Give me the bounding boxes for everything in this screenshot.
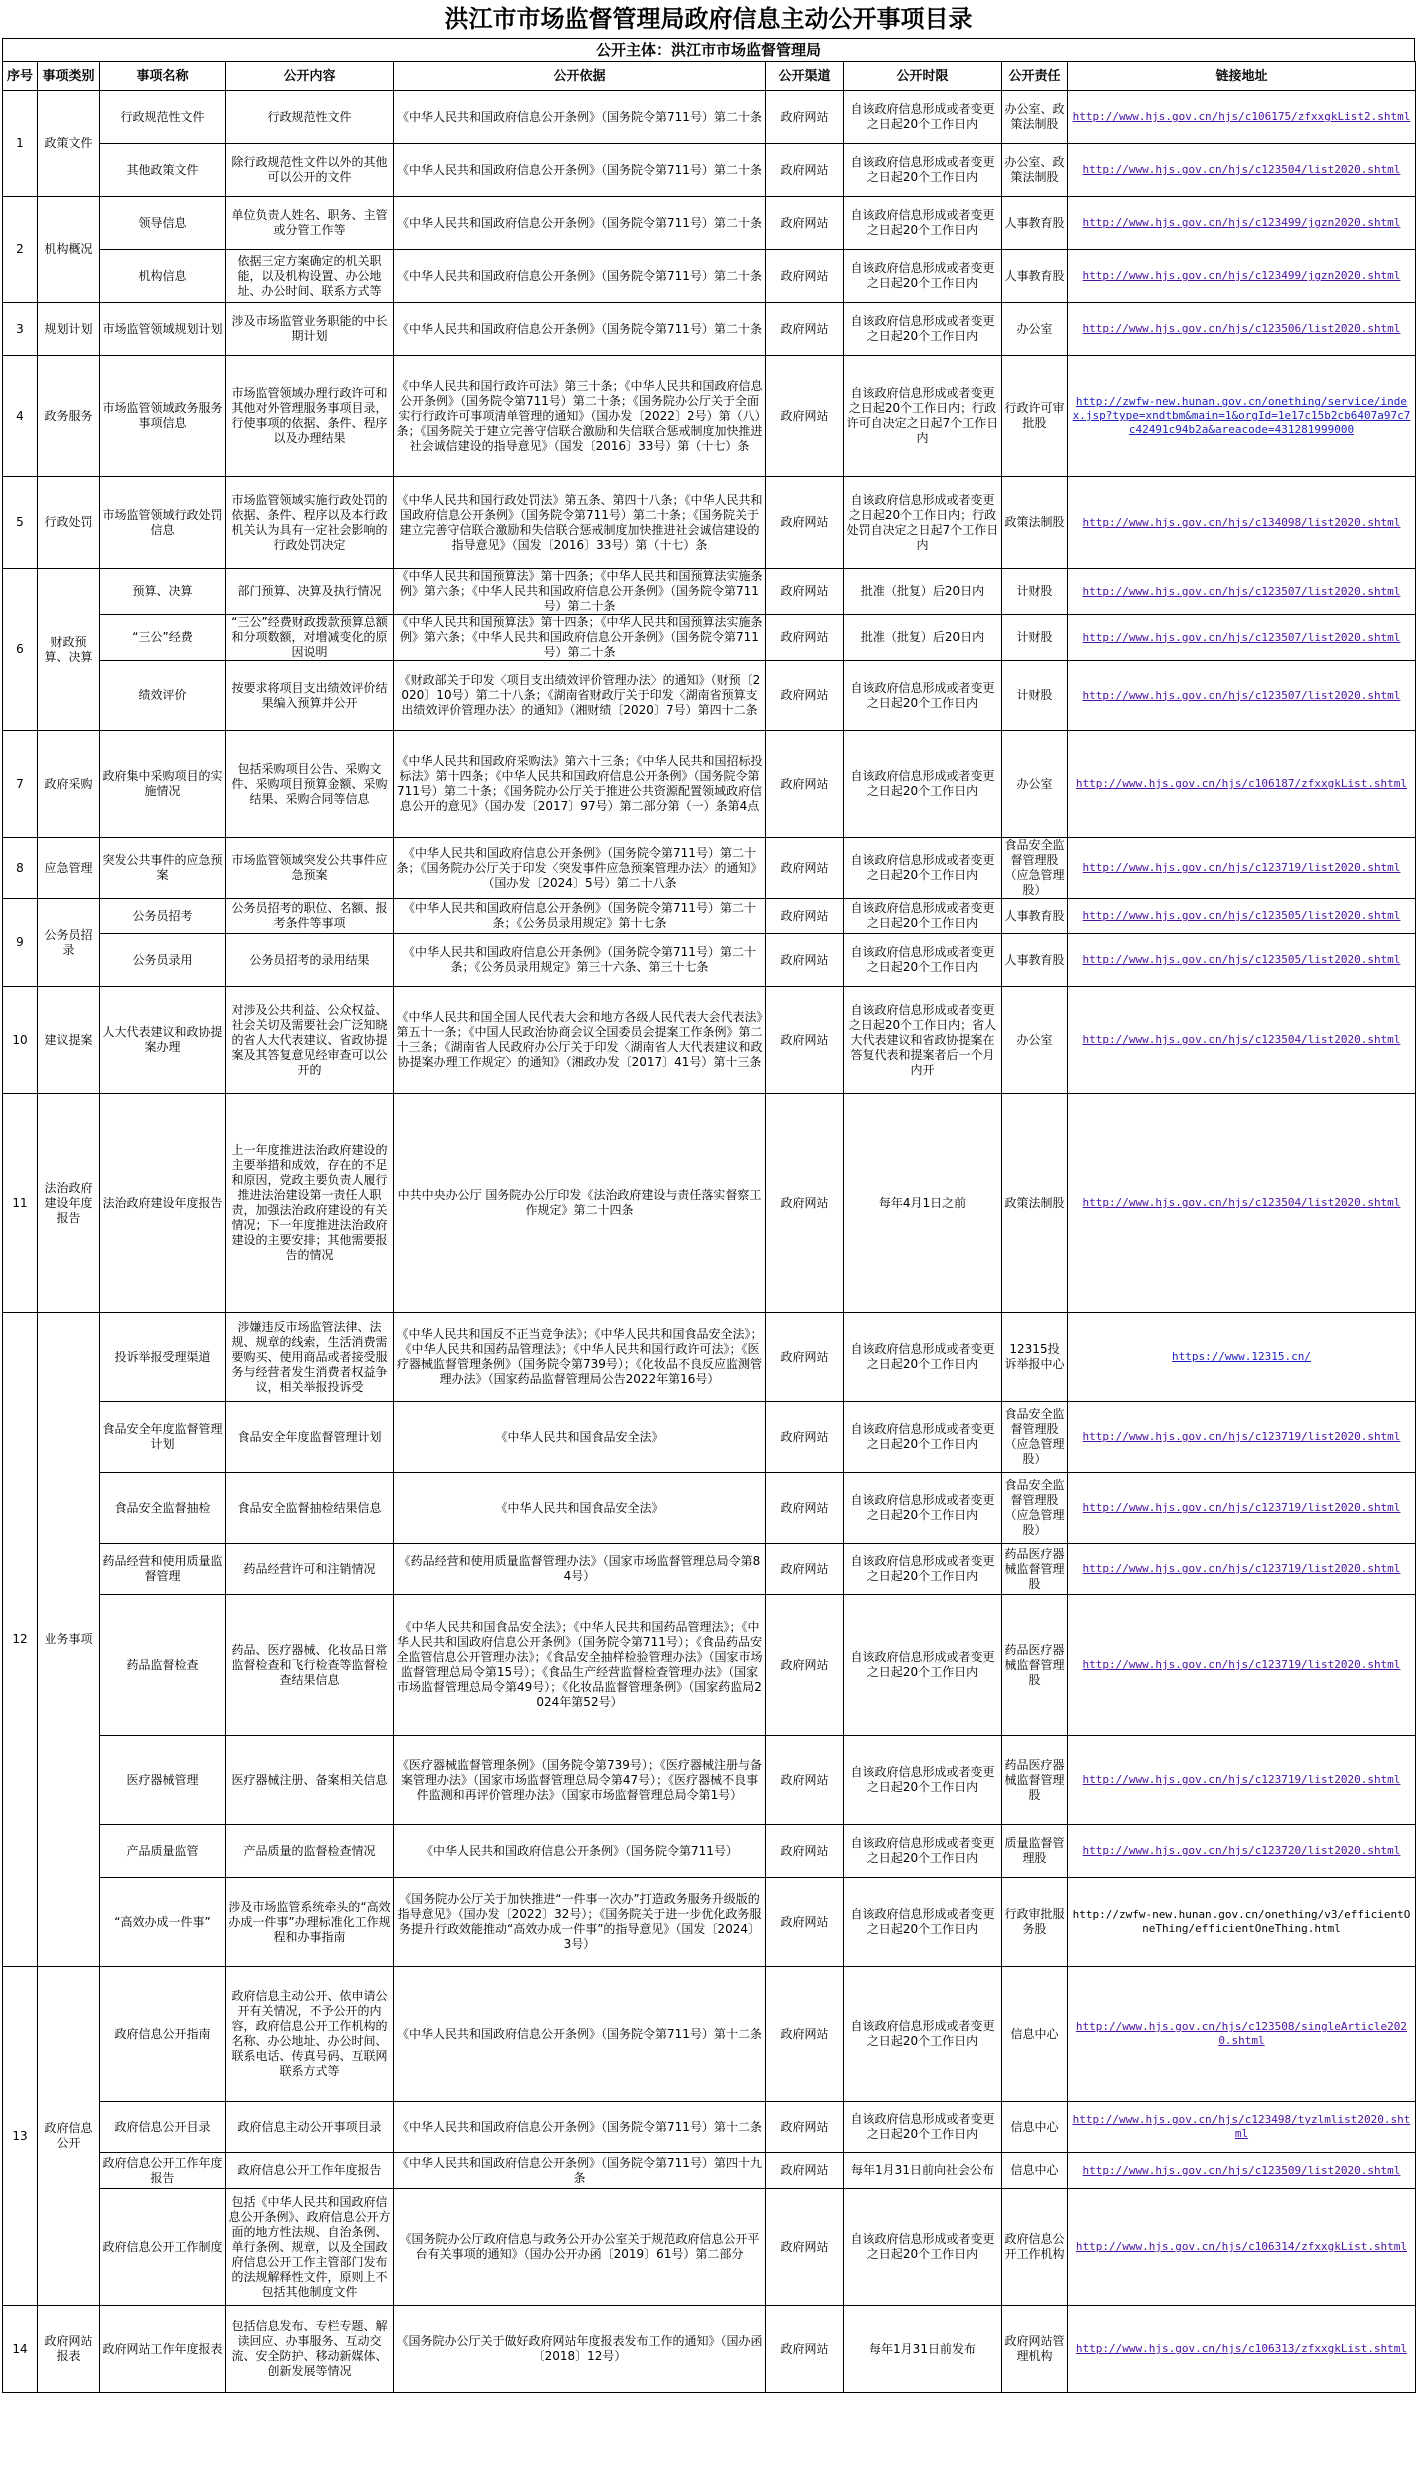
table-row xyxy=(3,1094,1416,1313)
item-name-cell: 其他政策文件 xyxy=(100,144,226,197)
table-row xyxy=(3,615,1416,661)
content-cell: 涉及市场监管系统牵头的“高效办成一件事”办理标准化工作规程和办事指南 xyxy=(226,1878,394,1967)
item-name-cell: 市场监管领域政务服务事项信息 xyxy=(100,356,226,477)
channel-cell: 政府网站 xyxy=(766,1473,844,1544)
table-row xyxy=(3,91,1416,144)
responsibility-cell: 人事教育股 xyxy=(1002,250,1068,303)
table-row xyxy=(3,197,1416,250)
time-limit-cell: 自该政府信息形成或者变更之日起20个工作日内 xyxy=(844,197,1002,250)
time-limit-cell: 自该政府信息形成或者变更之日起20个工作日内 xyxy=(844,1544,1002,1595)
item-name-cell: 药品经营和使用质量监督管理 xyxy=(100,1544,226,1595)
category-cell: 政策文件 xyxy=(38,91,100,197)
time-limit-cell: 自该政府信息形成或者变更之日起20个工作日内 xyxy=(844,731,1002,838)
content-cell: 医疗器械注册、备案相关信息 xyxy=(226,1736,394,1825)
content-cell: 上一年度推进法治政府建设的主要举措和成效，存在的不足和原因，党政主要负责人履行推进法治建设第一责任人职责，加强法治政府建设的有关情况；下一年度推进法治政府建设的主要安排；其他需要报告的情况 xyxy=(226,1094,394,1313)
link-address[interactable]: http://www.hjs.gov.cn/hjs/c123719/list2020.shtml xyxy=(1068,1402,1416,1473)
responsibility-cell: 药品医疗器械监督管理股 xyxy=(1002,1595,1068,1736)
table-row xyxy=(3,987,1416,1094)
item-name-cell: 公务员招考 xyxy=(100,899,226,934)
basis-cell: 《中华人民共和国政府信息公开条例》（国务院令第711号）第二十条 xyxy=(394,197,766,250)
time-limit-cell: 自该政府信息形成或者变更之日起20个工作日内 xyxy=(844,2189,1002,2306)
time-limit-cell: 自该政府信息形成或者变更之日起20个工作日内 xyxy=(844,1967,1002,2102)
responsibility-cell: 12315投诉举报中心 xyxy=(1002,1313,1068,1402)
link-address[interactable]: http://www.hjs.gov.cn/hjs/c123508/singleArticle2020.shtml xyxy=(1068,1967,1416,2102)
row-number: 14 xyxy=(3,2306,38,2393)
basis-cell: 《中华人民共和国行政处罚法》第五条、第四十八条；《中华人民共和国政府信息公开条例》（国务院令第711号）第二十条；《国务院关于建立完善守信联合激励和失信联合惩戒制度加快推进社会诚信建设的指导意见》（国发〔2016〕33号）第（十七）条 xyxy=(394,477,766,569)
table-row xyxy=(3,1595,1416,1736)
item-name-cell: 法治政府建设年度报告 xyxy=(100,1094,226,1313)
channel-cell: 政府网站 xyxy=(766,2189,844,2306)
item-name-cell: 药品监督检查 xyxy=(100,1595,226,1736)
basis-cell: 《中华人民共和国全国人民代表大会和地方各级人民代表大会代表法》第五十一条；《中国人民政治协商会议全国委员会提案工作条例》第二十三条；《湖南省人民政府办公厅关于印发〈湖南省人大代表建议和政协提案办理工作规定〉的通知》（湘政办发〔2017〕41号）第十三条 xyxy=(394,987,766,1094)
item-name-cell: 绩效评价 xyxy=(100,661,226,731)
content-cell: 公务员招考的职位、名额、报考条件等事项 xyxy=(226,899,394,934)
directory-table xyxy=(2,61,1416,2393)
content-cell: 除行政规范性文件以外的其他可以公开的文件 xyxy=(226,144,394,197)
link-address[interactable]: http://www.hjs.gov.cn/hjs/c106313/zfxxgkList.shtml xyxy=(1068,2306,1416,2393)
category-cell: 应急管理 xyxy=(38,838,100,899)
link-address[interactable]: http://www.hjs.gov.cn/hjs/c123509/list2020.shtml xyxy=(1068,2153,1416,2189)
time-limit-cell: 批准（批复）后20日内 xyxy=(844,615,1002,661)
responsibility-cell: 政府网站管理机构 xyxy=(1002,2306,1068,2393)
channel-cell: 政府网站 xyxy=(766,356,844,477)
link-address[interactable]: https://www.12315.cn/ xyxy=(1068,1313,1416,1402)
page-title: 洪江市市场监督管理局政府信息主动公开事项目录 xyxy=(444,4,973,33)
channel-cell: 政府网站 xyxy=(766,1967,844,2102)
responsibility-cell: 政策法制股 xyxy=(1002,477,1068,569)
table-row xyxy=(3,250,1416,303)
link-address[interactable]: http://www.hjs.gov.cn/hjs/c123505/list2020.shtml xyxy=(1068,934,1416,987)
link-address[interactable]: http://www.hjs.gov.cn/hjs/c123507/list2020.shtml xyxy=(1068,569,1416,615)
content-cell: 涉及市场监管业务职能的中长期计划 xyxy=(226,303,394,356)
table-row xyxy=(3,1402,1416,1473)
basis-cell: 中共中央办公厅 国务院办公厅印发《法治政府建设与责任落实督察工作规定》第二十四条 xyxy=(394,1094,766,1313)
responsibility-cell: 政策法制股 xyxy=(1002,1094,1068,1313)
channel-cell: 政府网站 xyxy=(766,197,844,250)
time-limit-cell: 自该政府信息形成或者变更之日起20个工作日内 xyxy=(844,1878,1002,1967)
link-address[interactable]: http://www.hjs.gov.cn/hjs/c123504/list2020.shtml xyxy=(1068,987,1416,1094)
table-row xyxy=(3,838,1416,899)
link-address[interactable]: http://www.hjs.gov.cn/hjs/c123504/list2020.shtml xyxy=(1068,144,1416,197)
time-limit-cell: 每年1月31日前向社会公布 xyxy=(844,2153,1002,2189)
category-cell: 法治政府建设年度报告 xyxy=(38,1094,100,1313)
link-address[interactable]: http://www.hjs.gov.cn/hjs/c123507/list2020.shtml xyxy=(1068,615,1416,661)
responsibility-cell: 信息中心 xyxy=(1002,1967,1068,2102)
responsibility-cell: 办公室 xyxy=(1002,303,1068,356)
responsibility-cell: 政府信息公开工作机构 xyxy=(1002,2189,1068,2306)
time-limit-cell: 自该政府信息形成或者变更之日起20个工作日内；行政处罚自决定之日起7个工作日内 xyxy=(844,477,1002,569)
channel-cell: 政府网站 xyxy=(766,934,844,987)
row-number: 13 xyxy=(3,1967,38,2306)
basis-cell: 《中华人民共和国食品安全法》；《中华人民共和国药品管理法》；《中华人民共和国政府信息公开条例》（国务院令第711号）；《食品药品安全监管信息公开管理办法》；《食品安全抽样检验管理办法》（国家市场监督管理总局令第15号）；《食品生产经营监督检查管理办法》（国家市场监督管理总局令第49号）；《化妆品监督管理条例》（国家药监局2024年第52号） xyxy=(394,1595,766,1736)
category-cell: 政府信息公开 xyxy=(38,1967,100,2306)
table-row xyxy=(3,1967,1416,2102)
responsibility-cell: 食品安全监督管理股（应急管理股） xyxy=(1002,838,1068,899)
responsibility-cell: 信息中心 xyxy=(1002,2102,1068,2153)
time-limit-cell: 每年1月31日前发布 xyxy=(844,2306,1002,2393)
content-cell: 市场监管领域办理行政许可和其他对外管理服务事项目录，行使事项的依据、条件、程序以及办理结果 xyxy=(226,356,394,477)
basis-cell: 《中华人民共和国食品安全法》 xyxy=(394,1473,766,1544)
table-row xyxy=(3,356,1416,477)
basis-cell: 《中华人民共和国政府信息公开条例》（国务院令第711号）第二十条 xyxy=(394,303,766,356)
content-cell: 对涉及公共利益、公众权益、社会关切及需要社会广泛知晓的省人大代表建议、省政协提案及其答复意见经审查可以公开的 xyxy=(226,987,394,1094)
responsibility-cell: 计财股 xyxy=(1002,615,1068,661)
content-cell: 政府信息主动公开事项目录 xyxy=(226,2102,394,2153)
link-address[interactable]: http://zwfw-new.hunan.gov.cn/onething/v3/efficientOneThing/efficientOneThing.html xyxy=(1068,1878,1416,1967)
table-row xyxy=(3,731,1416,838)
header-responsibility: 公开责任 xyxy=(1002,62,1068,91)
table-row xyxy=(3,569,1416,615)
time-limit-cell: 自该政府信息形成或者变更之日起20个工作日内 xyxy=(844,1595,1002,1736)
time-limit-cell: 自该政府信息形成或者变更之日起20个工作日内 xyxy=(844,934,1002,987)
table-body xyxy=(3,91,1416,2393)
time-limit-cell: 自该政府信息形成或者变更之日起20个工作日内 xyxy=(844,1402,1002,1473)
link-address[interactable]: http://www.hjs.gov.cn/hjs/c106314/zfxxgkList.shtml xyxy=(1068,2189,1416,2306)
basis-cell: 《国务院办公厅关于加快推进“一件事一次办”打造政务服务升级版的指导意见》（国办发〔2022〕32号）；《国务院关于进一步优化政务服务提升行政效能推动“高效办成一件事”的指导意见》（国发〔2024〕3号） xyxy=(394,1878,766,1967)
category-cell: 政府采购 xyxy=(38,731,100,838)
responsibility-cell: 食品安全监督管理股（应急管理股） xyxy=(1002,1473,1068,1544)
table-row xyxy=(3,899,1416,934)
responsibility-cell: 计财股 xyxy=(1002,569,1068,615)
category-cell: 财政预算、决算 xyxy=(38,569,100,731)
content-cell: 药品经营许可和注销情况 xyxy=(226,1544,394,1595)
table-row xyxy=(3,1878,1416,1967)
basis-cell: 《中华人民共和国预算法》第十四条；《中华人民共和国预算法实施条例》第六条；《中华人民共和国政府信息公开条例》（国务院令第711号）第二十条 xyxy=(394,569,766,615)
basis-cell: 《中华人民共和国政府采购法》第六十三条；《中华人民共和国招标投标法》第十四条；《中华人民共和国政府信息公开条例》（国务院令第711号）第二十条；《国务院办公厅关于推进公共资源配置领域政府信息公开的意见》（国办发〔2017〕97号）第二部分第（一）条第4点 xyxy=(394,731,766,838)
basis-cell: 《医疗器械监督管理条例》（国务院令第739号）；《医疗器械注册与备案管理办法》（国家市场监督管理总局令第47号）；《医疗器械不良事件监测和再评价管理办法》（国家市场监督管理总局令第1号） xyxy=(394,1736,766,1825)
basis-cell: 《中华人民共和国政府信息公开条例》（国务院令第711号） xyxy=(394,1825,766,1878)
time-limit-cell: 自该政府信息形成或者变更之日起20个工作日内 xyxy=(844,899,1002,934)
row-number: 2 xyxy=(3,197,38,303)
channel-cell: 政府网站 xyxy=(766,899,844,934)
category-cell: 机构概况 xyxy=(38,197,100,303)
link-address[interactable]: http://www.hjs.gov.cn/hjs/c123499/jgzn2020.shtml xyxy=(1068,250,1416,303)
time-limit-cell: 自该政府信息形成或者变更之日起20个工作日内 xyxy=(844,1313,1002,1402)
link-address[interactable]: http://www.hjs.gov.cn/hjs/c123506/list2020.shtml xyxy=(1068,303,1416,356)
responsibility-cell: 计财股 xyxy=(1002,661,1068,731)
table-row xyxy=(3,934,1416,987)
basis-cell: 《中华人民共和国政府信息公开条例》（国务院令第711号）第二十条；《公务员录用规定》第十七条 xyxy=(394,899,766,934)
time-limit-cell: 自该政府信息形成或者变更之日起20个工作日内 xyxy=(844,303,1002,356)
time-limit-cell: 自该政府信息形成或者变更之日起20个工作日内 xyxy=(844,91,1002,144)
responsibility-cell: 办公室 xyxy=(1002,731,1068,838)
row-number: 3 xyxy=(3,303,38,356)
link-address[interactable]: http://www.hjs.gov.cn/hjs/c123507/list2020.shtml xyxy=(1068,661,1416,731)
time-limit-cell: 自该政府信息形成或者变更之日起20个工作日内 xyxy=(844,1736,1002,1825)
item-name-cell: 市场监管领域行政处罚信息 xyxy=(100,477,226,569)
item-name-cell: 政府集中采购项目的实施情况 xyxy=(100,731,226,838)
table-row xyxy=(3,1313,1416,1402)
header-limit: 公开时限 xyxy=(844,62,1002,91)
table-row xyxy=(3,2189,1416,2306)
content-cell: 市场监管领域实施行政处罚的依据、条件、程序以及本行政机关认为具有一定社会影响的行政处罚决定 xyxy=(226,477,394,569)
category-cell: 公务员招录 xyxy=(38,899,100,987)
content-cell: 政府信息主动公开、依申请公开有关情况，不予公开的内容，政府信息公开工作机构的名称、办公地址、办公时间、联系电话、传真号码、互联网联系方式等 xyxy=(226,1967,394,2102)
item-name-cell: 预算、决算 xyxy=(100,569,226,615)
channel-cell: 政府网站 xyxy=(766,1313,844,1402)
channel-cell: 政府网站 xyxy=(766,1878,844,1967)
item-name-cell: 食品安全监督抽检 xyxy=(100,1473,226,1544)
channel-cell: 政府网站 xyxy=(766,477,844,569)
responsibility-cell: 食品安全监督管理股（应急管理股） xyxy=(1002,1402,1068,1473)
responsibility-cell: 药品医疗器械监督管理股 xyxy=(1002,1544,1068,1595)
item-name-cell: 政府信息公开工作年度报告 xyxy=(100,2153,226,2189)
channel-cell: 政府网站 xyxy=(766,987,844,1094)
link-address[interactable]: http://www.hjs.gov.cn/hjs/c106175/zfxxgkList2.shtml xyxy=(1068,91,1416,144)
category-cell: 行政处罚 xyxy=(38,477,100,569)
table-row xyxy=(3,303,1416,356)
link-address[interactable]: http://zwfw-new.hunan.gov.cn/onething/service/index.jsp?type=xndtbm&main=1&orgId=1e17c15b2cb6407a97c7c42491c94b2a&areacode=431281999000 xyxy=(1068,356,1416,477)
item-name-cell: “三公”经费 xyxy=(100,615,226,661)
channel-cell: 政府网站 xyxy=(766,569,844,615)
row-number: 9 xyxy=(3,899,38,987)
responsibility-cell: 信息中心 xyxy=(1002,2153,1068,2189)
channel-cell: 政府网站 xyxy=(766,838,844,899)
content-cell: 依据三定方案确定的机关职能，以及机构设置、办公地址、办公时间、联系方式等 xyxy=(226,250,394,303)
row-number: 10 xyxy=(3,987,38,1094)
channel-cell: 政府网站 xyxy=(766,144,844,197)
responsibility-cell: 质量监督管理股 xyxy=(1002,1825,1068,1878)
channel-cell: 政府网站 xyxy=(766,1595,844,1736)
time-limit-cell: 每年4月1日之前 xyxy=(844,1094,1002,1313)
channel-cell: 政府网站 xyxy=(766,2102,844,2153)
basis-cell: 《国务院办公厅政府信息与政务公开办公室关于规范政府信息公开平台有关事项的通知》（国办公开办函〔2019〕61号）第二部分 xyxy=(394,2189,766,2306)
link-address[interactable]: http://www.hjs.gov.cn/hjs/c123498/tyzlmlist2020.shtml xyxy=(1068,2102,1416,2153)
content-cell: 涉嫌违反市场监管法律、法规、规章的线索，生活消费需要购买、使用商品或者接受服务与经营者发生消费者权益争议，相关举报投诉受 xyxy=(226,1313,394,1402)
item-name-cell: 机构信息 xyxy=(100,250,226,303)
table-row xyxy=(3,1544,1416,1595)
channel-cell: 政府网站 xyxy=(766,1825,844,1878)
item-name-cell: 市场监管领域规划计划 xyxy=(100,303,226,356)
time-limit-cell: 自该政府信息形成或者变更之日起20个工作日内 xyxy=(844,1473,1002,1544)
basis-cell: 《中华人民共和国食品安全法》 xyxy=(394,1402,766,1473)
table-row xyxy=(3,1825,1416,1878)
time-limit-cell: 自该政府信息形成或者变更之日起20个工作日内 xyxy=(844,661,1002,731)
row-number: 1 xyxy=(3,91,38,197)
row-number: 12 xyxy=(3,1313,38,1967)
table-row xyxy=(3,477,1416,569)
time-limit-cell: 自该政府信息形成或者变更之日起20个工作日内 xyxy=(844,838,1002,899)
category-cell: 业务事项 xyxy=(38,1313,100,1967)
basis-cell: 《中华人民共和国政府信息公开条例》（国务院令第711号）第二十条 xyxy=(394,91,766,144)
item-name-cell: 人大代表建议和政协提案办理 xyxy=(100,987,226,1094)
link-address[interactable]: http://www.hjs.gov.cn/hjs/c123720/list2020.shtml xyxy=(1068,1825,1416,1878)
channel-cell: 政府网站 xyxy=(766,1402,844,1473)
category-cell: 政府网站报表 xyxy=(38,2306,100,2393)
table-row xyxy=(3,661,1416,731)
item-name-cell: 食品安全年度监督管理计划 xyxy=(100,1402,226,1473)
header-category: 事项类别 xyxy=(38,62,100,91)
row-number: 11 xyxy=(3,1094,38,1313)
channel-cell: 政府网站 xyxy=(766,303,844,356)
table-row xyxy=(3,2102,1416,2153)
channel-cell: 政府网站 xyxy=(766,91,844,144)
content-cell: “三公”经费财政拨款预算总额和分项数额，对增减变化的原因说明 xyxy=(226,615,394,661)
publisher-subject: 公开主体：洪江市市场监督管理局 xyxy=(2,38,1415,61)
link-address[interactable]: http://www.hjs.gov.cn/hjs/c134098/list2020.shtml xyxy=(1068,477,1416,569)
category-cell: 政务服务 xyxy=(38,356,100,477)
link-address[interactable]: http://www.hjs.gov.cn/hjs/c123719/list2020.shtml xyxy=(1068,1473,1416,1544)
content-cell: 包括《中华人民共和国政府信息公开条例》、政府信息公开方面的地方性法规、自治条例、单行条例、规章，以及全国政府信息公开工作主管部门发布的法规解释性文件，原则上不包括其他制度文件 xyxy=(226,2189,394,2306)
item-name-cell: 公务员录用 xyxy=(100,934,226,987)
content-cell: 公务员招考的录用结果 xyxy=(226,934,394,987)
item-name-cell: 政府网站工作年度报表 xyxy=(100,2306,226,2393)
channel-cell: 政府网站 xyxy=(766,250,844,303)
link-address[interactable]: http://www.hjs.gov.cn/hjs/c123499/jgzn2020.shtml xyxy=(1068,197,1416,250)
content-cell: 单位负责人姓名、职务、主管或分管工作等 xyxy=(226,197,394,250)
link-address[interactable]: http://www.hjs.gov.cn/hjs/c123505/list2020.shtml xyxy=(1068,899,1416,934)
content-cell: 按要求将项目支出绩效评价结果编入预算并公开 xyxy=(226,661,394,731)
content-cell: 产品质量的监督检查情况 xyxy=(226,1825,394,1878)
link-address[interactable]: http://www.hjs.gov.cn/hjs/c123719/list2020.shtml xyxy=(1068,838,1416,899)
item-name-cell: 领导信息 xyxy=(100,197,226,250)
table-row xyxy=(3,1473,1416,1544)
content-cell: 市场监管领域突发公共事件应急预案 xyxy=(226,838,394,899)
item-name-cell: 投诉举报受理渠道 xyxy=(100,1313,226,1402)
content-cell: 政府信息公开工作年度报告 xyxy=(226,2153,394,2189)
content-cell: 行政规范性文件 xyxy=(226,91,394,144)
time-limit-cell: 自该政府信息形成或者变更之日起20个工作日内 xyxy=(844,144,1002,197)
basis-cell: 《中华人民共和国政府信息公开条例》（国务院令第711号）第二十条 xyxy=(394,250,766,303)
item-name-cell: 产品质量监管 xyxy=(100,1825,226,1878)
basis-cell: 《中华人民共和国政府信息公开条例》（国务院令第711号）第二十条 xyxy=(394,144,766,197)
responsibility-cell: 人事教育股 xyxy=(1002,934,1068,987)
responsibility-cell: 办公室、政策法制股 xyxy=(1002,144,1068,197)
link-address[interactable]: http://www.hjs.gov.cn/hjs/c123719/list2020.shtml xyxy=(1068,1595,1416,1736)
content-cell: 包括信息发布、专栏专题、解读回应、办事服务、互动交流、安全防护、移动新媒体、创新发展等情况 xyxy=(226,2306,394,2393)
channel-cell: 政府网站 xyxy=(766,1544,844,1595)
item-name-cell: 医疗器械管理 xyxy=(100,1736,226,1825)
basis-cell: 《财政部关于印发〈项目支出绩效评价管理办法〉的通知》（财预〔2020〕10号）第二十八条；《湖南省财政厅关于印发〈湖南省预算支出绩效评价管理办法〉的通知》（湘财绩〔2020〕7号）第四十二条 xyxy=(394,661,766,731)
basis-cell: 《中华人民共和国反不正当竞争法》；《中华人民共和国食品安全法》；《中华人民共和国药品管理法》；《中华人民共和国行政许可法》；《医疗器械监督管理条例》（国务院令第739号）；《化妆品不良反应监测管理办法》（国家药品监督管理局公告2022年第16号） xyxy=(394,1313,766,1402)
channel-cell: 政府网站 xyxy=(766,731,844,838)
channel-cell: 政府网站 xyxy=(766,2306,844,2393)
responsibility-cell: 人事教育股 xyxy=(1002,197,1068,250)
table-row xyxy=(3,1736,1416,1825)
row-number: 5 xyxy=(3,477,38,569)
basis-cell: 《中华人民共和国政府信息公开条例》（国务院令第711号）第四十九条 xyxy=(394,2153,766,2189)
content-cell: 食品安全监督抽检结果信息 xyxy=(226,1473,394,1544)
channel-cell: 政府网站 xyxy=(766,661,844,731)
time-limit-cell: 自该政府信息形成或者变更之日起20个工作日内 xyxy=(844,250,1002,303)
item-name-cell: 政府信息公开目录 xyxy=(100,2102,226,2153)
category-cell: 规划计划 xyxy=(38,303,100,356)
item-name-cell: 突发公共事件的应急预案 xyxy=(100,838,226,899)
basis-cell: 《国务院办公厅关于做好政府网站年度报表发布工作的通知》（国办函〔2018〕12号） xyxy=(394,2306,766,2393)
header-channel: 公开渠道 xyxy=(766,62,844,91)
content-cell: 药品、医疗器械、化妆品日常监督检查和飞行检查等监督检查结果信息 xyxy=(226,1595,394,1736)
item-name-cell: 政府信息公开工作制度 xyxy=(100,2189,226,2306)
header-basis: 公开依据 xyxy=(394,62,766,91)
responsibility-cell: 办公室、政策法制股 xyxy=(1002,91,1068,144)
channel-cell: 政府网站 xyxy=(766,615,844,661)
basis-cell: 《药品经营和使用质量监督管理办法》（国家市场监督管理总局令第84号） xyxy=(394,1544,766,1595)
header-name: 事项名称 xyxy=(100,62,226,91)
link-address[interactable]: http://www.hjs.gov.cn/hjs/c123719/list2020.shtml xyxy=(1068,1736,1416,1825)
content-cell: 包括采购项目公告、采购文件、采购项目预算金额、采购结果、采购合同等信息 xyxy=(226,731,394,838)
time-limit-cell: 批准（批复）后20日内 xyxy=(844,569,1002,615)
basis-cell: 《中华人民共和国政府信息公开条例》（国务院令第711号）第二十条；《公务员录用规定》第三十六条、第三十七条 xyxy=(394,934,766,987)
time-limit-cell: 自该政府信息形成或者变更之日起20个工作日内；省人大代表建议和省政协提案在答复代表和提案者后一个月内开 xyxy=(844,987,1002,1094)
header-content: 公开内容 xyxy=(226,62,394,91)
link-address[interactable]: http://www.hjs.gov.cn/hjs/c106187/zfxxgkList.shtml xyxy=(1068,731,1416,838)
item-name-cell: “高效办成一件事” xyxy=(100,1878,226,1967)
channel-cell: 政府网站 xyxy=(766,2153,844,2189)
time-limit-cell: 自该政府信息形成或者变更之日起20个工作日内 xyxy=(844,2102,1002,2153)
channel-cell: 政府网站 xyxy=(766,1736,844,1825)
table-header-row xyxy=(3,62,1416,91)
responsibility-cell: 人事教育股 xyxy=(1002,899,1068,934)
row-number: 8 xyxy=(3,838,38,899)
item-name-cell: 政府信息公开指南 xyxy=(100,1967,226,2102)
basis-cell: 《中华人民共和国行政许可法》第三十条；《中华人民共和国政府信息公开条例》（国务院令第711号）第二十条；《国务院办公厅关于全面实行行政许可事项清单管理的通知》（国办发〔2022〕2号）第（八）条；《国务院关于建立完善守信联合激励和失信联合惩戒制度加快推进社会诚信建设的指导意见》（国发〔2016〕33号）第（十七）条 xyxy=(394,356,766,477)
link-address[interactable]: http://www.hjs.gov.cn/hjs/c123719/list2020.shtml xyxy=(1068,1544,1416,1595)
table-row xyxy=(3,2306,1416,2393)
responsibility-cell: 行政许可审批股 xyxy=(1002,356,1068,477)
time-limit-cell: 自该政府信息形成或者变更之日起20个工作日内；行政许可自决定之日起7个工作日内 xyxy=(844,356,1002,477)
content-cell: 食品安全年度监督管理计划 xyxy=(226,1402,394,1473)
basis-cell: 《中华人民共和国政府信息公开条例》（国务院令第711号）第十二条 xyxy=(394,1967,766,2102)
responsibility-cell: 办公室 xyxy=(1002,987,1068,1094)
basis-cell: 《中华人民共和国政府信息公开条例》（国务院令第711号）第二十条；《国务院办公厅关于印发〈突发事件应急预案管理办法〉的通知》（国办发〔2024〕5号）第二十八条 xyxy=(394,838,766,899)
header-link: 链接地址 xyxy=(1068,62,1416,91)
row-number: 4 xyxy=(3,356,38,477)
table-row xyxy=(3,2153,1416,2189)
link-address[interactable]: http://www.hjs.gov.cn/hjs/c123504/list2020.shtml xyxy=(1068,1094,1416,1313)
basis-cell: 《中华人民共和国政府信息公开条例》（国务院令第711号）第十二条 xyxy=(394,2102,766,2153)
category-cell: 建议提案 xyxy=(38,987,100,1094)
header-no: 序号 xyxy=(3,62,38,91)
table-row xyxy=(3,144,1416,197)
responsibility-cell: 药品医疗器械监督管理股 xyxy=(1002,1736,1068,1825)
row-number: 7 xyxy=(3,731,38,838)
responsibility-cell: 行政审批服务股 xyxy=(1002,1878,1068,1967)
item-name-cell: 行政规范性文件 xyxy=(100,91,226,144)
channel-cell: 政府网站 xyxy=(766,1094,844,1313)
row-number: 6 xyxy=(3,569,38,731)
basis-cell: 《中华人民共和国预算法》第十四条；《中华人民共和国预算法实施条例》第六条；《中华人民共和国政府信息公开条例》（国务院令第711号）第二十条 xyxy=(394,615,766,661)
time-limit-cell: 自该政府信息形成或者变更之日起20个工作日内 xyxy=(844,1825,1002,1878)
content-cell: 部门预算、决算及执行情况 xyxy=(226,569,394,615)
